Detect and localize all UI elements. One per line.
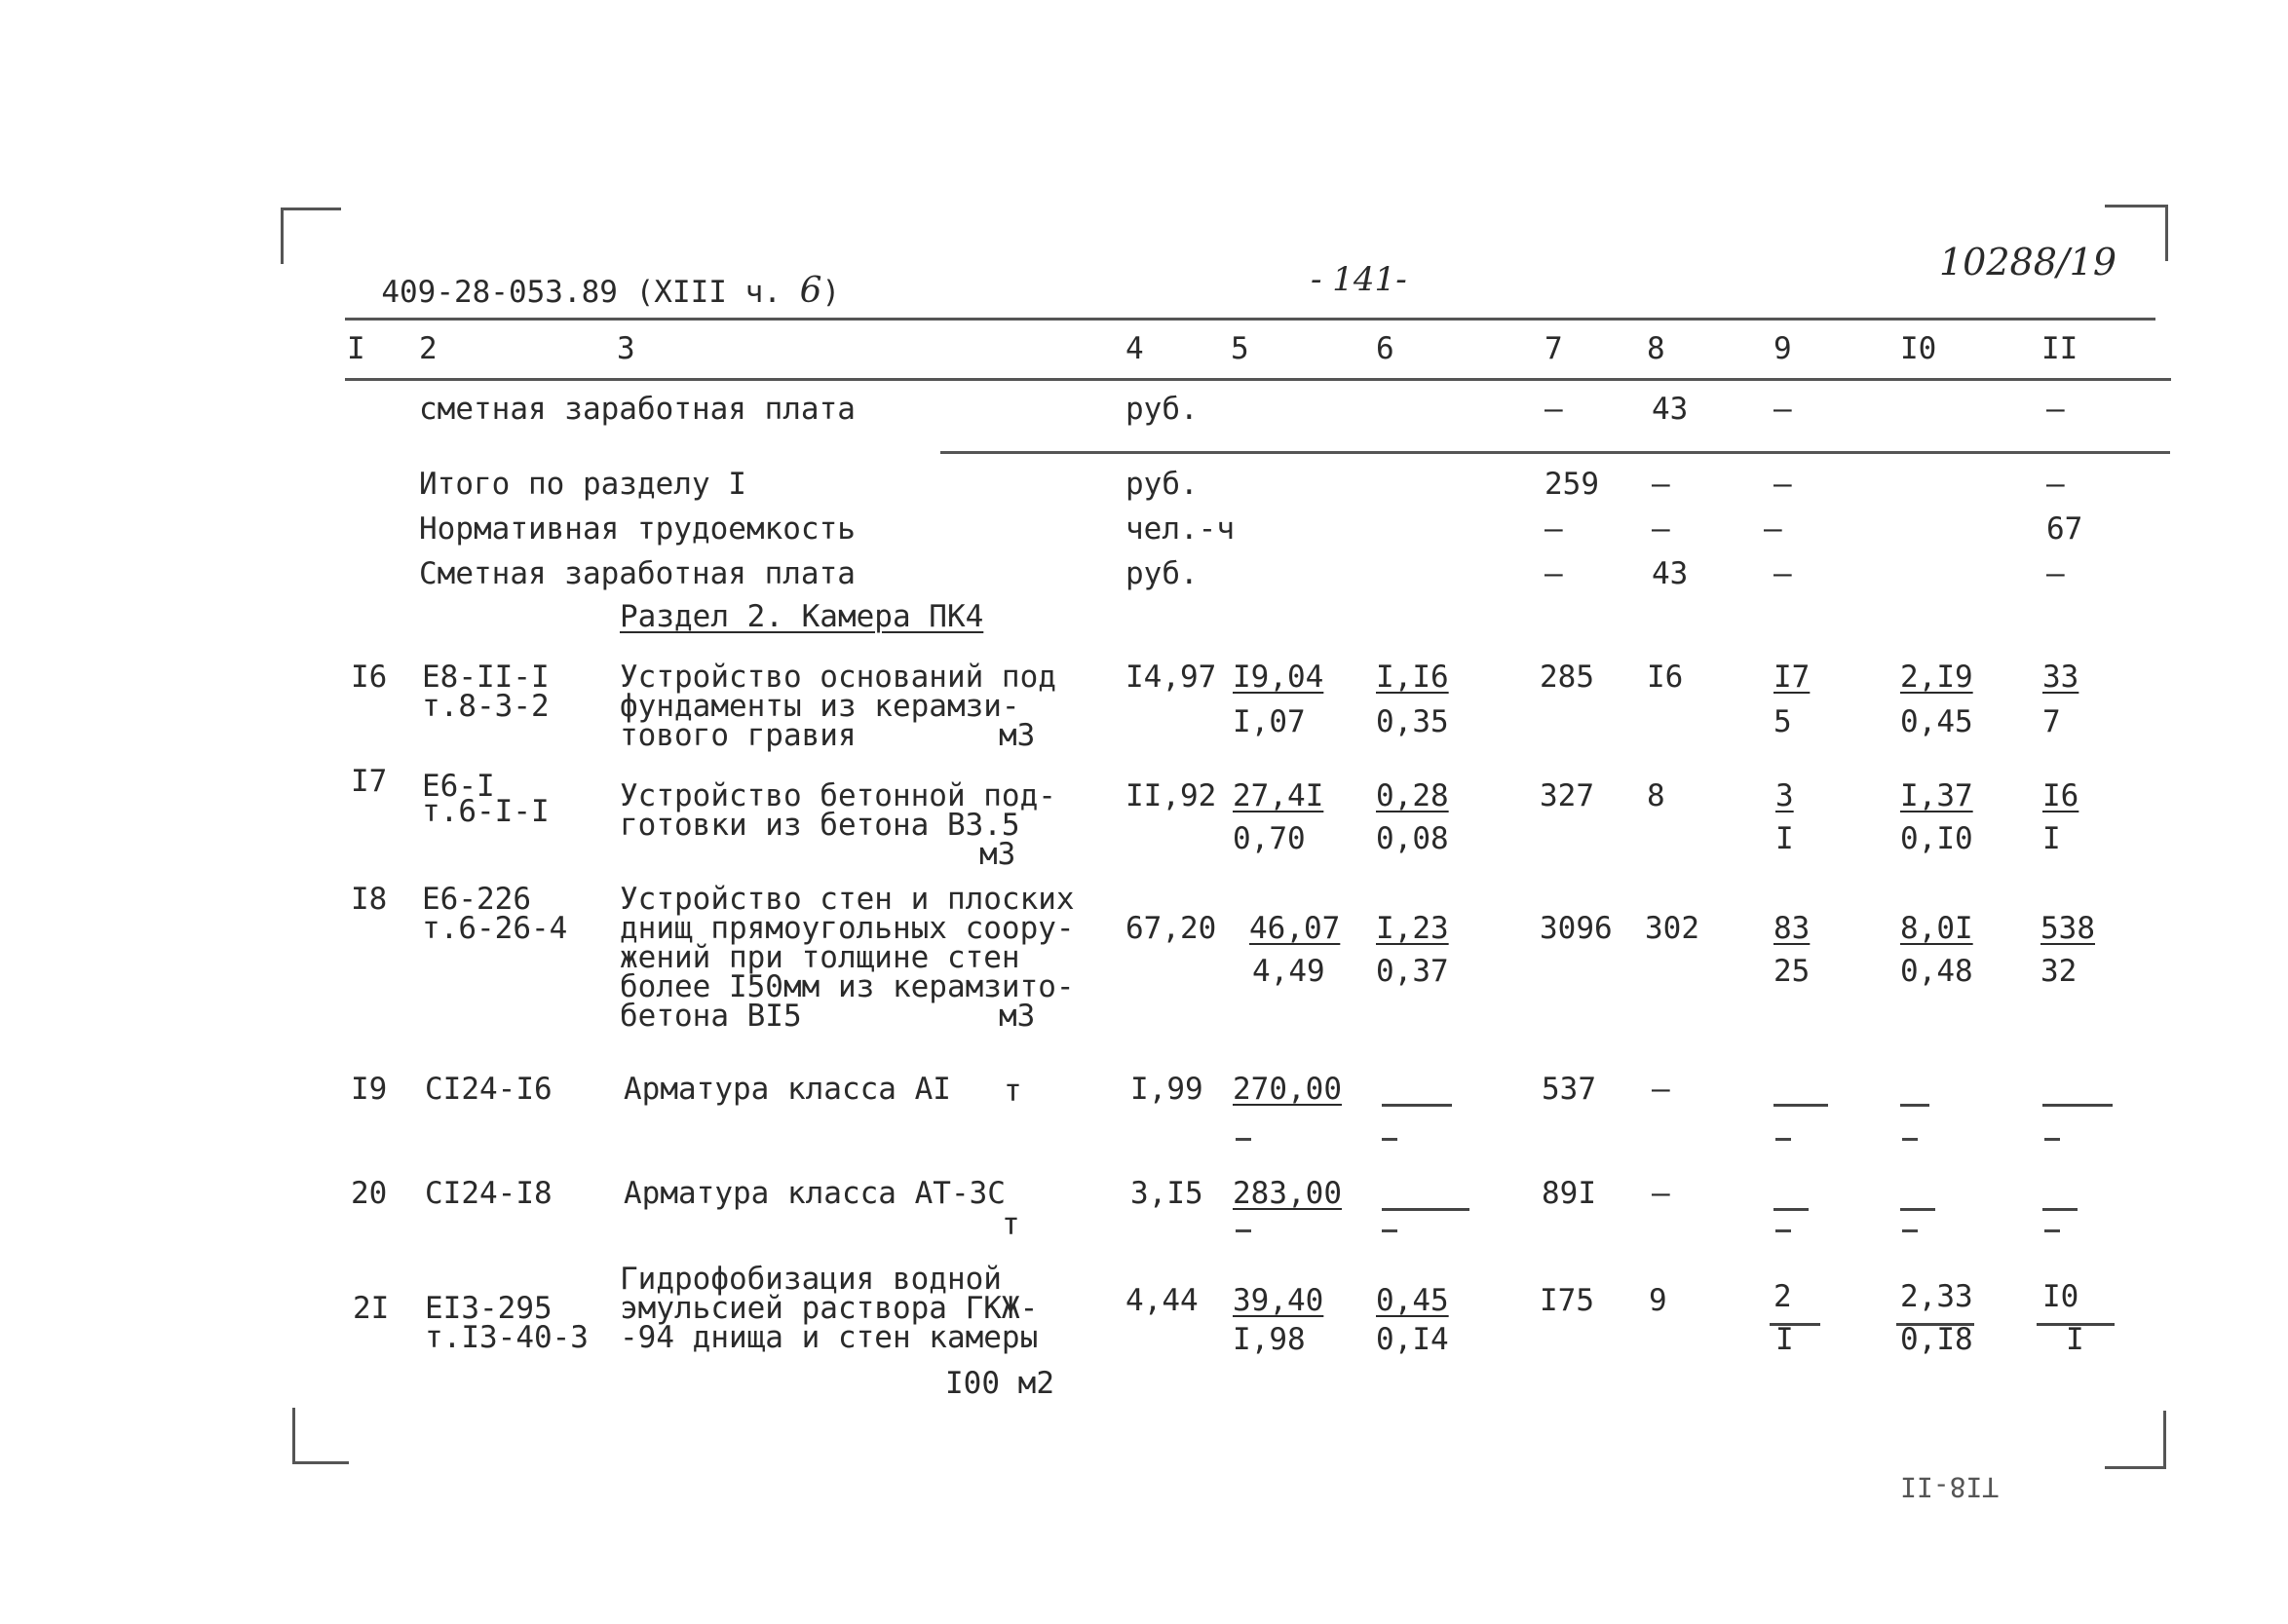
row-desc-4: более I50мм из керамзито- <box>620 969 1075 1004</box>
document-code <box>345 244 840 309</box>
document-code-text: 409-28-053.89 (XIII ч. <box>381 275 800 310</box>
row-number: I9 <box>351 1072 388 1107</box>
row-c8: 8 <box>1647 778 1665 813</box>
row-c5-bottom: 4,49 <box>1252 954 1325 989</box>
pre-row-c9: – <box>1773 467 1792 502</box>
row-unit: т <box>1002 1207 1020 1242</box>
pre-row-unit: чел.-ч <box>1125 511 1235 547</box>
pre-row-c11: – <box>2046 467 2065 502</box>
document-code-close: ) <box>821 275 841 310</box>
row-c7: 285 <box>1540 660 1594 695</box>
row-unit: м3 <box>999 999 1036 1034</box>
row-c6-bottom: 0,I4 <box>1376 1322 1449 1357</box>
row-c4: 67,20 <box>1125 911 1217 946</box>
row-c6-top-dash <box>1382 1208 1469 1211</box>
row-c5-top: 39,40 <box>1233 1283 1324 1318</box>
pre-rows-rule <box>940 451 2170 454</box>
row-c10-top-dash <box>1900 1104 1929 1107</box>
row-desc-1: Гидрофобизация водной <box>620 1262 1002 1297</box>
pre-row-c7: – <box>1544 556 1563 591</box>
inverted-stamp: TI8-II <box>1900 1471 2000 1503</box>
row-c9-top-dash <box>1773 1104 1828 1107</box>
row-c8: – <box>1652 1176 1670 1211</box>
pre-row-c7: – <box>1544 511 1563 547</box>
row-c11-top: 33 <box>2042 660 2079 695</box>
row-desc-1: Устройство оснований под <box>620 660 1056 695</box>
row-unit: I00 м2 <box>945 1366 1054 1401</box>
row-c7: 3096 <box>1540 911 1613 946</box>
row-c6-bottom: 0,37 <box>1376 954 1449 989</box>
row-code-2: т.8-3-2 <box>422 689 550 724</box>
row-number: 20 <box>351 1176 388 1211</box>
row-c6-top: 0,45 <box>1376 1283 1449 1318</box>
row-desc-2: фундаменты из керамзи- <box>620 689 1020 724</box>
row-c11-top: I0 <box>2042 1279 2079 1314</box>
col-header-4: 4 <box>1125 331 1144 366</box>
row-c11-bottom: I <box>2042 821 2061 856</box>
row-c9-bottom: I <box>1775 821 1794 856</box>
row-unit: м3 <box>999 718 1036 753</box>
row-c10-bottom: 0,I8 <box>1900 1322 1973 1357</box>
row-c5-bottom-dash <box>1236 1138 1251 1141</box>
row-c10-bottom: 0,48 <box>1900 954 1973 989</box>
row-number: I8 <box>351 882 388 917</box>
row-c5-top: I9,04 <box>1233 660 1324 695</box>
row-c7: 537 <box>1542 1072 1596 1107</box>
row-c8: I6 <box>1647 660 1684 695</box>
col-header-10: I0 <box>1900 331 1937 366</box>
row-c9-bottom: 5 <box>1773 704 1792 739</box>
row-c11-top: I6 <box>2042 778 2079 813</box>
table-header-rule <box>345 378 2171 381</box>
row-desc-2: эмульсией раствора ГКЖ- <box>620 1291 1039 1326</box>
row-code-1: Е6-I <box>422 769 495 804</box>
row-c5-top: 270,00 <box>1233 1072 1342 1107</box>
corner-mark-top-left-h <box>281 208 341 210</box>
row-c11-bottom-dash <box>2044 1138 2060 1141</box>
pre-row-name: Итого по разделу I <box>419 467 746 502</box>
pre-row-c9: – <box>1773 392 1792 427</box>
pre-row-c9: – <box>1773 556 1792 591</box>
row-number: 2I <box>353 1291 390 1326</box>
row-desc-1: Устройство бетонной под- <box>620 778 1056 813</box>
row-number: I6 <box>351 660 388 695</box>
section-title: Раздел 2. Камера ПК4 <box>620 599 984 634</box>
row-c10-top-dash <box>1900 1208 1935 1211</box>
col-header-1: I <box>347 331 365 366</box>
row-c6-top: 0,28 <box>1376 778 1449 813</box>
table-top-rule <box>345 318 2155 321</box>
row-c10-bottom: 0,I0 <box>1900 821 1973 856</box>
row-c8: 9 <box>1649 1283 1667 1318</box>
corner-mark-bottom-right-v <box>2163 1411 2166 1469</box>
corner-mark-top-right-h <box>2105 205 2165 208</box>
row-c5-top: 27,4I <box>1233 778 1324 813</box>
col-header-11: II <box>2041 331 2078 366</box>
row-c4: II,92 <box>1125 778 1217 813</box>
row-c9-bottom: 25 <box>1773 954 1811 989</box>
row-c9-bottom-dash <box>1775 1138 1791 1141</box>
col-header-9: 9 <box>1773 331 1792 366</box>
document-part: 6 <box>799 271 822 311</box>
row-c5-top: 283,00 <box>1233 1176 1342 1211</box>
row-desc-2: готовки из бетона В3.5 <box>620 808 1020 843</box>
row-c6-bottom: 0,35 <box>1376 704 1449 739</box>
row-c11-bottom: I <box>2066 1322 2084 1357</box>
pre-row-c7: 259 <box>1544 467 1599 502</box>
row-code-1: Е6-226 <box>422 882 531 917</box>
row-c6-top: I,I6 <box>1376 660 1449 695</box>
col-header-2: 2 <box>419 331 438 366</box>
row-c10-top: 8,0I <box>1900 911 1973 946</box>
row-c4: 4,44 <box>1125 1283 1199 1318</box>
row-code-1: СI24-I6 <box>425 1072 553 1107</box>
row-c9-bottom-dash <box>1775 1229 1791 1232</box>
row-unit: м3 <box>979 837 1016 872</box>
row-c11-top-dash <box>2042 1104 2113 1107</box>
pre-row-c11: – <box>2046 556 2065 591</box>
pre-row-name: Сметная заработная плата <box>419 556 856 591</box>
row-code-2: т.6-I-I <box>422 794 550 829</box>
row-c5-bottom-dash <box>1236 1229 1251 1232</box>
pre-row-c7: – <box>1544 392 1563 427</box>
row-c5-bottom: 0,70 <box>1233 821 1306 856</box>
row-c6-bottom: 0,08 <box>1376 821 1449 856</box>
row-c5-bottom: I,07 <box>1233 704 1306 739</box>
row-c11-bottom: 32 <box>2040 954 2078 989</box>
page-number: - 141- <box>1311 260 1407 299</box>
row-c8: – <box>1652 1072 1670 1107</box>
row-desc-1: Устройство стен и плоских <box>620 882 1075 917</box>
inventory-number: 10288/19 <box>1939 241 2117 283</box>
row-code-1: Е8-II-I <box>422 660 550 695</box>
row-c4: 3,I5 <box>1130 1176 1203 1211</box>
row-c6-bottom-dash <box>1382 1229 1397 1232</box>
row-c9-top: 2 <box>1773 1279 1792 1314</box>
row-c10-bottom: 0,45 <box>1900 704 1973 739</box>
pre-row-c11: 67 <box>2046 511 2083 547</box>
row-desc-1: Арматура класса АI <box>624 1072 951 1107</box>
row-c7: I75 <box>1540 1283 1594 1318</box>
row-c4: I4,97 <box>1125 660 1217 695</box>
row-c6-top: I,23 <box>1376 911 1449 946</box>
row-desc-3: -94 днища и стен камеры <box>620 1320 1039 1355</box>
row-c5-bottom: I,98 <box>1233 1322 1306 1357</box>
col-header-7: 7 <box>1544 331 1563 366</box>
row-c5-top: 46,07 <box>1249 911 1341 946</box>
row-c7: 327 <box>1540 778 1594 813</box>
pre-row-c8: – <box>1652 511 1670 547</box>
row-code-2: т.6-26-4 <box>422 911 568 946</box>
row-c11-top-dash <box>2042 1208 2078 1211</box>
row-desc-5: бетона ВI5 <box>620 999 802 1034</box>
row-c10-bottom-dash <box>1902 1138 1918 1141</box>
row-c10-top: I,37 <box>1900 778 1973 813</box>
row-c7: 89I <box>1542 1176 1596 1211</box>
row-c9-top: I7 <box>1773 660 1811 695</box>
row-c10-top: 2,33 <box>1900 1279 1973 1314</box>
row-c10-top: 2,I9 <box>1900 660 1973 695</box>
row-c6-bottom-dash <box>1382 1138 1397 1141</box>
row-code-2: т.I3-40-3 <box>425 1320 589 1355</box>
row-code-1: ЕI3-295 <box>425 1291 553 1326</box>
pre-row-c8: 43 <box>1652 556 1689 591</box>
pre-row-c11: – <box>2046 392 2065 427</box>
row-desc-2: днищ прямоугольных соору- <box>620 911 1075 946</box>
corner-mark-bottom-right-h <box>2105 1466 2165 1469</box>
row-c6-top-dash <box>1382 1104 1452 1107</box>
col-header-6: 6 <box>1376 331 1394 366</box>
row-c9-top: 83 <box>1773 911 1811 946</box>
row-desc-1: Арматура класса АТ-3С <box>624 1176 1006 1211</box>
pre-row-c9: – <box>1764 511 1782 547</box>
corner-mark-bottom-left-h <box>292 1461 349 1464</box>
row-number: I7 <box>351 764 388 799</box>
row-unit: т <box>1004 1074 1022 1109</box>
pre-row-unit: руб. <box>1125 467 1199 502</box>
row-desc-3: тового гравия <box>620 718 857 753</box>
row-c8: 302 <box>1645 911 1699 946</box>
corner-mark-bottom-left-v <box>292 1408 295 1464</box>
col-header-5: 5 <box>1231 331 1249 366</box>
row-c10-bottom-dash <box>1902 1229 1918 1232</box>
pre-row-name: сметная заработная плата <box>419 392 856 427</box>
row-c9-top-dash <box>1773 1208 1809 1211</box>
row-c11-bottom-dash <box>2044 1229 2060 1232</box>
col-header-8: 8 <box>1647 331 1665 366</box>
row-c11-top: 538 <box>2040 911 2095 946</box>
row-c11-bottom: 7 <box>2042 704 2061 739</box>
pre-row-unit: руб. <box>1125 392 1199 427</box>
row-c9-top: 3 <box>1775 778 1794 813</box>
row-desc-3: жений при толщине стен <box>620 940 1020 975</box>
corner-mark-top-right-v <box>2165 205 2168 261</box>
pre-row-c8: – <box>1652 467 1670 502</box>
pre-row-c8: 43 <box>1652 392 1689 427</box>
col-header-3: 3 <box>617 331 635 366</box>
pre-row-name: Нормативная трудоемкость <box>419 511 856 547</box>
row-c9-bottom: I <box>1775 1322 1794 1357</box>
corner-mark-top-left-v <box>281 208 284 264</box>
pre-row-unit: руб. <box>1125 556 1199 591</box>
row-code-1: СI24-I8 <box>425 1176 553 1211</box>
row-c4: I,99 <box>1130 1072 1203 1107</box>
